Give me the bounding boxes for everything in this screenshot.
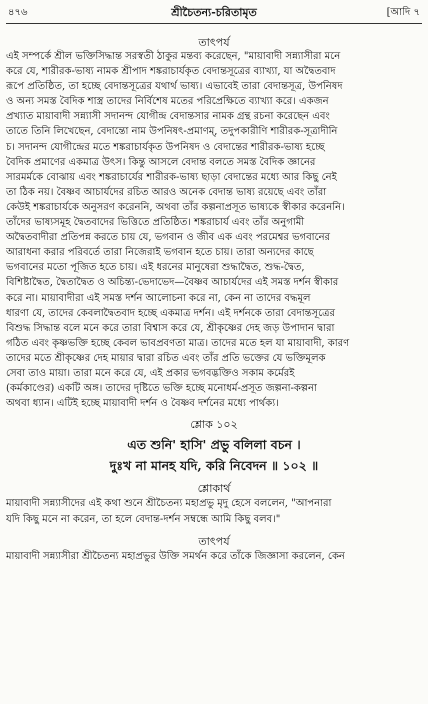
text-line: বৈদিক প্রমাণের একমাত্র উৎস। কিন্তু আসলে বেদান্ত বলতে সমস্ত বৈদিক জ্ঞানের [6,156,316,168]
text-line: করে না। মায়াবাদীরা এই সমস্ত দর্শন আলোচনা করে না, কেন না তাদের বদ্ধমূল [6,292,311,304]
text-line: ধারণা যে, তাদের কেবলাদ্বৈতবাদ হচ্ছে একমাত্র দর্শন। এই দর্শনকে তারা বেদান্তসূত্রের [6,307,336,319]
page-number: ৪৭৬ [8,7,28,18]
purport-paragraph-2 [6,549,422,565]
text-line: বিশিষ্টাদ্বৈত, দ্বৈতাদ্বৈত ও অচিন্ত্য-ভেদাভেদ—বৈষ্ণব আচার্যদের এই সমস্ত দর্শন স্বীকার [6,277,339,289]
text-line: তাতে তিনি লিখেছেন, বেদান্তো নাম উপনিষৎ-প্রমাণম্, তদুপকারীণি শারীরক-সূত্রাদীনি [6,126,338,138]
verse-heading: শ্লোক ১০২ [190,418,238,431]
text-line: প্রখ্যাত মায়াবাদী সন্ন্যাসী সদানন্দ যোগীন্দ্র বেদান্তসার নামক গ্রন্থ রচনা করেছেন এবং [6,111,330,123]
text-line: মায়াবাদী সন্ন্যাসীরা শ্রীচৈতন্য মহাপ্রভুর উক্তি সমর্থন করে তাঁকে জিজ্ঞাসা করলেন, কেন [6,551,345,562]
text-line: সেবা তাও মায়া। তারা মনে করে যে, এই প্রকার ভগবদ্ভক্তিও সকাম কর্মেরই [6,367,295,379]
text-line: সারমর্মকে বোঝায় এবং শঙ্করাচার্যের শারীরক-ভাষ্য ছাড়া বেদান্তের মধ্যে আর কিছু নেই [6,171,337,183]
text-line: তা ঠিক নয়। বৈষ্ণব আচার্যদের রচিত আরও অনেক বেদান্ত ভাষ্য রয়েছে এবং তাঁরা [6,186,327,198]
header-rule [6,23,422,24]
purport-paragraph [6,49,422,411]
text-line: মায়াবাদী সন্ন্যাসীদের এই কথা শুনে শ্রীচৈতন্য মহাপ্রভু মৃদু হেসে বললেন, "আপনারা [6,498,332,509]
verse-text [0,434,428,476]
text-line: রূপে প্রতিষ্ঠিত, তা হচ্ছে বেদান্তসূত্রের যথার্থ ভাষ্য। এভাবেই তারা বেদান্তসূত্র, উপনিষদ [6,81,343,93]
text-line: দুঃখ না মানহ যদি, করি নিবেদন ॥ ১০২ ॥ [109,458,319,473]
text-line: করে যে, শারীরক-ভাষ্য নামক শ্রীপাদ শঙ্করাচার্যকৃত বেদান্তসূত্রের ব্যাখ্যা, যা অদ্বৈতবাদ [6,66,336,78]
text-line: আরাধনা করার পরিবর্তে তারা নিজেরাই ভগবান হতে চায়। তারা অন্যদের কাছে [6,247,314,259]
page-header [0,0,428,24]
purport-heading-2: তাৎপর্য [198,535,230,548]
text-line: ও অন্য সমস্ত বৈদিক শাস্ত্র তাদের নির্বিশেষ মতের পরিপ্রেক্ষিতে ব্যাখ্যা করে। একজন [6,96,329,108]
translation-paragraph [6,496,422,528]
running-title: শ্রীচৈতন্য-চরিতামৃত [171,6,257,19]
text-line: এই সম্পর্কে শ্রীল ভক্তিসিদ্ধান্ত সরস্বতী ঠাকুর মন্তব্য করেছেন, "মায়াবাদী সন্ন্যাসীরা মনে [6,51,341,62]
text-line: ভগবানের মতো পূজিত হতে চায়। এই ধরনের মানুষেরা শুদ্ধাদ্বৈত, শুদ্ধ-দ্বৈত, [6,262,305,274]
text-line: কেউই শঙ্করাচার্যকে অনুসরণ করেননি, অথবা তাঁর কল্পনাপ্রসূত ভাষ্যকে স্বীকার করেননি। [6,201,345,213]
translation-heading: শ্লোকার্থ [197,482,231,495]
text-line: অথবা ধ্যান। এটিই হচ্ছে মায়াবাদী দর্শন ও বৈষ্ণব দর্শনের মধ্যে পার্থক্য। [6,398,279,410]
text-line: তাঁদের ভাষ্যসমূহ দ্বৈতবাদের ভিত্তিতে প্রতিষ্ঠিত। শঙ্করাচার্য এবং তাঁর অনুগামী [6,217,305,229]
text-line: তাদের মতে শ্রীকৃষ্ণের দেহ মায়ার দ্বারা রচিত এবং তাঁর প্রতি ভক্তের যে ভক্তিমূলক [6,352,326,364]
text-line: এত শুনি' হাসি' প্রভু বলিলা বচন । [127,437,301,452]
text-line: বিশুদ্ধ সিদ্ধান্ত বলে মনে করে তারা বিশ্বাস করে যে, শ্রীকৃষ্ণের দেহ জড় উপাদান দ্বারা [6,322,335,334]
chapter-marker: [আদি ৭ [386,7,420,18]
text-line: অদ্বৈতবাদীরা প্রতিপন্ন করতে চায় যে, ভগবান ও জীব এক এবং পরমেশ্বর ভগবানের [6,232,331,244]
text-line: যদি কিছু মনে না করেন, তা হলে বেদান্ত-দর্শন সম্বন্ধে আমি কিছু বলব।" [6,514,281,525]
purport-heading: তাৎপর্য [198,36,230,49]
text-line: গঠিত এবং কৃষ্ণভক্তি হচ্ছে কেবল ভাবপ্রবণতা মাত্র। তাদের মতে হল যা মায়াবাদী, কারণ [6,337,350,349]
text-line: চ। সদানন্দ যোগীন্দ্রের মতে শঙ্করাচার্যকৃত উপনিষদ ও বেদান্তের শারীরক-ভাষ্য হচ্ছে [6,141,325,153]
text-line: (কর্মকাণ্ডের) একটি অঙ্গ। তাদের দৃষ্টিতে ভক্তি হচ্ছে মনোধর্ম-প্রসূত জল্পনা-কল্পনা [6,383,317,395]
